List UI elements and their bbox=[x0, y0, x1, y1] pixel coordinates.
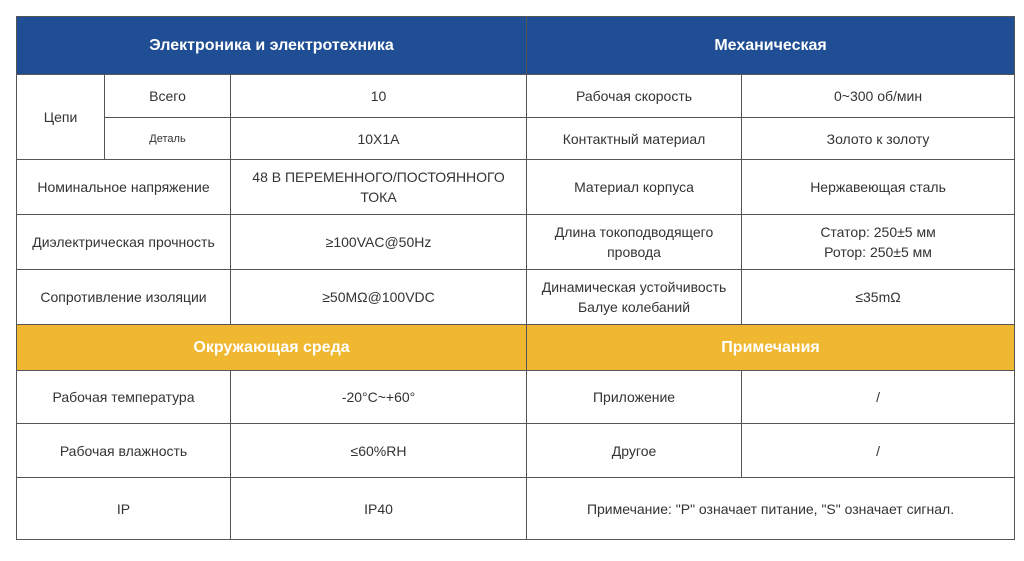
circuits-label: Цепи bbox=[17, 75, 105, 160]
temp-value: -20°C~+60° bbox=[231, 371, 527, 424]
dynamic-label: Динамическая устойчивость Балуе колебаний bbox=[527, 270, 742, 325]
spec-table bbox=[16, 16, 1015, 540]
application-value: / bbox=[742, 371, 1015, 424]
detail-label: Деталь bbox=[105, 118, 231, 160]
temp-label: Рабочая температура bbox=[17, 371, 231, 424]
ip-value: IP40 bbox=[231, 478, 527, 540]
rated-voltage-label: Номинальное напряжение bbox=[17, 160, 231, 215]
lead-length-rotor: Ротор: 250±5 мм bbox=[824, 244, 932, 260]
insulation-label: Сопротивление изоляции bbox=[17, 270, 231, 325]
dynamic-value: ≤35mΩ bbox=[742, 270, 1015, 325]
humidity-value: ≤60%RH bbox=[231, 424, 527, 478]
total-label: Всего bbox=[105, 75, 231, 118]
humidity-label: Рабочая влажность bbox=[17, 424, 231, 478]
dielectric-value: ≥100VAC@50Hz bbox=[231, 215, 527, 270]
section-header-electronics: Электроника и электротехника bbox=[17, 17, 527, 75]
lead-length-stator: Статор: 250±5 мм bbox=[820, 224, 936, 240]
other-value: / bbox=[742, 424, 1015, 478]
detail-value: 10X1A bbox=[231, 118, 527, 160]
section-header-notes: Примечания bbox=[527, 325, 1015, 371]
note-text: Примечание: "P" означает питание, "S" означает сигнал. bbox=[527, 478, 1015, 540]
section-header-mechanical: Механическая bbox=[527, 17, 1015, 75]
speed-value: 0~300 об/мин bbox=[742, 75, 1015, 118]
rated-voltage-value: 48 В ПЕРЕМЕННОГО/ПОСТОЯННОГО ТОКА bbox=[231, 160, 527, 215]
lead-length-value bbox=[742, 215, 1015, 270]
dielectric-label: Диэлектрическая прочность bbox=[17, 215, 231, 270]
other-label: Другое bbox=[527, 424, 742, 478]
total-value: 10 bbox=[231, 75, 527, 118]
ip-label: IP bbox=[17, 478, 231, 540]
housing-label: Материал корпуса bbox=[527, 160, 742, 215]
contact-value: Золото к золоту bbox=[742, 118, 1015, 160]
insulation-value: ≥50MΩ@100VDC bbox=[231, 270, 527, 325]
speed-label: Рабочая скорость bbox=[527, 75, 742, 118]
lead-length-label: Длина токоподводящего провода bbox=[527, 215, 742, 270]
housing-value: Нержавеющая сталь bbox=[742, 160, 1015, 215]
section-header-environment: Окружающая среда bbox=[17, 325, 527, 371]
contact-label: Контактный материал bbox=[527, 118, 742, 160]
application-label: Приложение bbox=[527, 371, 742, 424]
